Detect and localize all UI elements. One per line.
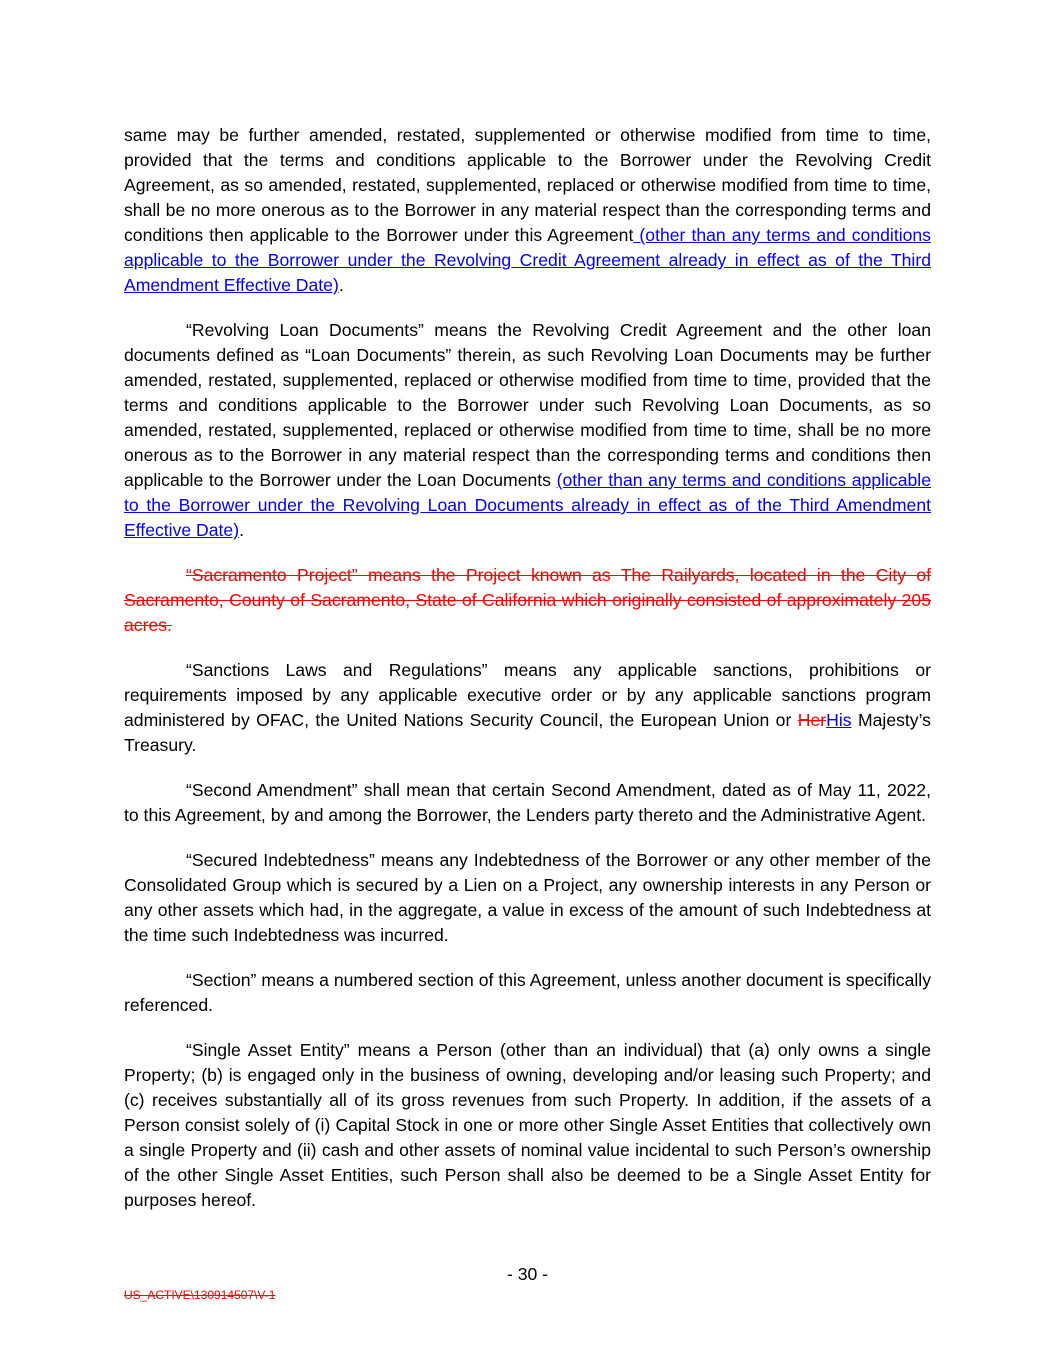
deleted-text: “Sacramento Project” means the Project known as The Railyards, located in the City of Sacramento, County of Sacramento, State of California which originally consisted of approximately 205 acres.: [124, 565, 931, 635]
deleted-text: Her: [797, 710, 827, 730]
document-id: US_ACTIVE\130914507\V-1: [124, 1288, 276, 1302]
paragraph-sanctions-laws: [124, 658, 931, 758]
paragraph-end: Majesty’s Treasury.: [124, 710, 931, 755]
paragraph-end: .: [338, 275, 344, 295]
paragraph-revolving-loan-documents: [124, 318, 931, 543]
paragraph-section: “Section” means a numbered section of this Agreement, unless another document is specifically referenced.: [124, 970, 931, 1015]
inserted-text: His: [826, 710, 852, 730]
paragraph-secured-indebtedness: “Secured Indebtedness” means any Indebtedness of the Borrower or any other member of the Consolidated Group which is secured by a Lien on a Project, any ownership interests in any Person or any other assets which had, in the aggregate, a value in excess of the amount of such Indebtedness at the time such Indebtedness was incurred.: [124, 850, 931, 945]
page-number: - 30 -: [506, 1264, 549, 1284]
paragraph-revolving-credit-agreement-continued: [124, 123, 931, 298]
paragraph-text: “Revolving Loan Documents” means the Revolving Credit Agreement and the other loan documents defined as “Loan Documents” therein, as such Revolving Loan Documents may be further amended, restated, supplemented, replaced or otherwise modified from time to time, provided that the terms and conditions applicable to the Borrower under such Revolving Loan Documents, as so amended, restated, supplemented, replaced or otherwise modified from time to time, shall be no more onerous as to the Borrower in any material respect than the corresponding terms and conditions then applicable to the Borrower under the Loan Documents: [124, 320, 931, 490]
paragraph-text: same may be further amended, restated, supplemented or otherwise modified from time to time, provided that the terms and conditions applicable to the Borrower under the Revolving Credit Agreement, as so amended, restated, supplemented, replaced or otherwise modified from time to time, shall be no more onerous as to the Borrower in any material respect than the corresponding terms and conditions then applicable to the Borrower under this Agreement: [124, 125, 931, 245]
document-body: [124, 123, 931, 1233]
paragraph-text: “Sanctions Laws and Regulations” means any applicable sanctions, prohibitions or requirements imposed by any applicable executive order or by any applicable sanctions program administered by OFAC, the United Nations Security Council, the European Union or: [124, 660, 931, 730]
inserted-text: (other than any terms and conditions applicable to the Borrower under the Revolving Credit Agreement already in effect as of the Third Amendment Effective Date): [124, 225, 931, 295]
inserted-text: (other than any terms and conditions applicable to the Borrower under the Revolving Loan Documents already in effect as of the Third Amendment Effective Date): [124, 470, 931, 540]
paragraph-sacramento-project-deleted: [124, 563, 931, 638]
paragraph-single-asset-entity: “Single Asset Entity” means a Person (other than an individual) that (a) only owns a single Property; (b) is engaged only in the business of owning, developing and/or leasing such Property; and (c) receives substantially all of its gross revenues from such Property. In addition, if the assets of a Person consist solely of (i) Capital Stock in one or more other Single Asset Entities that collectively own a single Property and (ii) cash and other assets of nominal value incidental to such Person’s ownership of the other Single Asset Entities, such Person shall also be deemed to be a Single Asset Entity for purposes hereof.: [124, 1040, 931, 1210]
paragraph-second-amendment: “Second Amendment” shall mean that certain Second Amendment, dated as of May 11, 2022, to this Agreement, by and among the Borrower, the Lenders party thereto and the Administrative Agent.: [124, 780, 931, 825]
paragraph-end: .: [239, 520, 244, 540]
